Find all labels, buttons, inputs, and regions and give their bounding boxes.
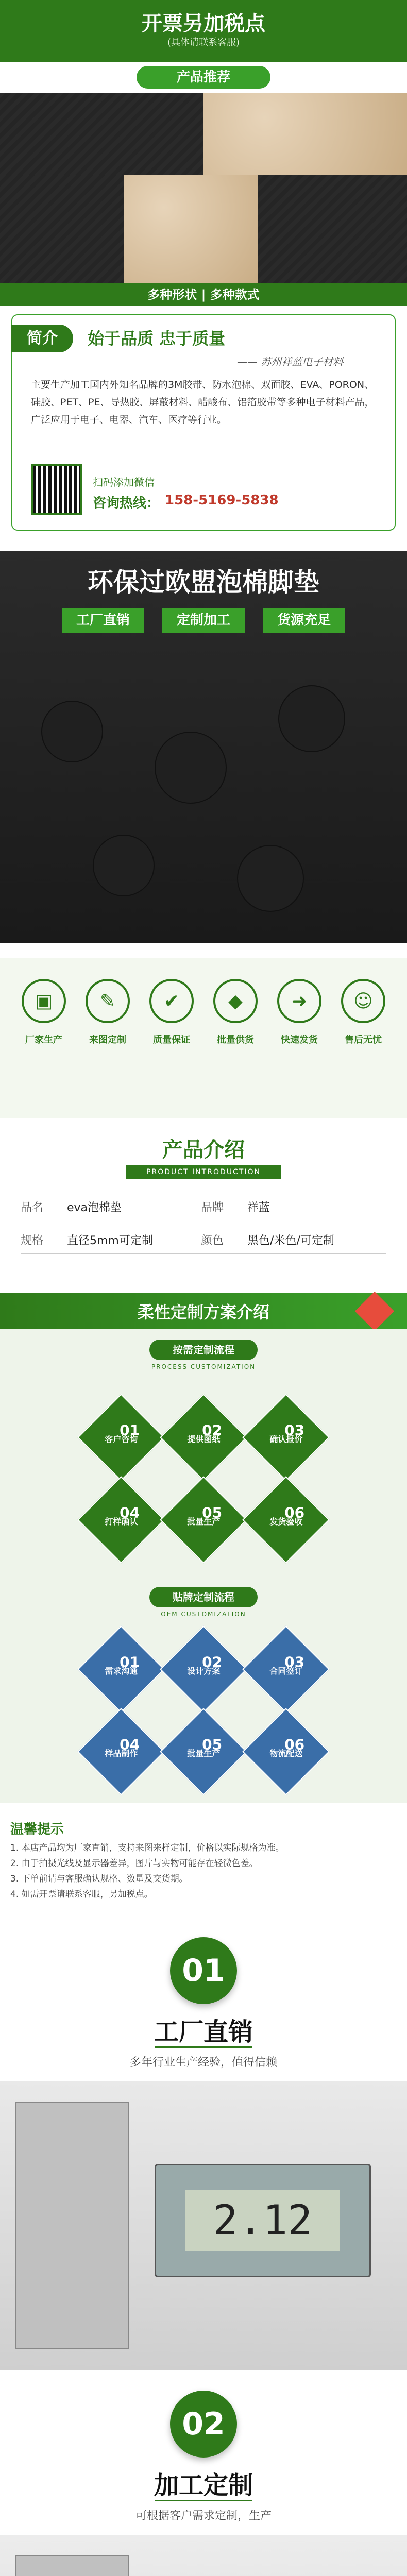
feature-label: 批量供货 [217,1035,254,1045]
intro-body: 主要生产加工国内外知名品牌的3M胶带、防水泡棉、双面胶、EVA、PORON、硅胶、PET、PE、导热胶、屏蔽材料、醋酸布、铝箔胶带等多种电子材料产品，广泛应用于电子、电器、汽车、医疗等行业。 [31,379,375,426]
factory-icon: ▣ [22,979,66,1023]
features-row [15,979,392,1046]
flow2-grid [0,1623,407,1793]
custom-title: 柔性定制方案介绍 [137,1302,269,1322]
intro-slogan: 始于品质 忠于质量 [88,329,226,348]
foam-pad [93,835,155,896]
note-item: 1. 本店产品均为厂家直销，支持来图来样定制，价格以实际规格为准。 [10,1843,284,1853]
flow1-step: 03 确认报价 [242,1394,330,1481]
flow2-step: 02 设计方案 [160,1625,247,1713]
product-image-5 [258,175,407,283]
product-image-1 [0,93,204,175]
spec-key: 规格 [21,1234,44,1247]
banner-subtitle: (具体请联系客服) [167,37,240,48]
product-image-2 [204,93,407,175]
foam-pad [278,685,345,752]
spec-key: 品名 [21,1201,44,1214]
product-image-3 [0,175,124,283]
truck-icon: ➜ [277,979,321,1023]
variety-strip: 多种形状 | 多种款式 [0,283,407,306]
foam-pad [41,701,103,762]
note-item: 2. 由于拍摄光线及显示器差异，图片与实物可能存在轻微色差。 [10,1858,258,1869]
feature-label: 厂家生产 [25,1035,62,1045]
spec-value: 直径5mm可定制 [67,1234,153,1247]
spec-value: eva泡棉垫 [67,1201,122,1214]
flow1-grid [0,1386,407,1571]
wechat-note: 扫码添加微信 [93,476,155,488]
hero-chip-1: 工厂直销 [62,608,144,633]
feature-item [207,979,264,1046]
hotline-label: 咨询热线： [93,496,160,511]
hero-chip-3: 货源充足 [263,608,345,633]
feature-item [79,979,136,1046]
section-subtitle: 可根据客户需求定制，生产 [135,2510,272,2522]
feature-label: 售后无忧 [345,1035,382,1045]
feature-item [335,979,392,1046]
section-title: 工厂直销 [154,2018,253,2046]
spec-table [21,1195,386,1267]
hero-chip-2: 定制加工 [162,608,245,633]
flow2-subtitle: OEM CUSTOMIZATION [161,1611,246,1618]
section-subtitle: 多年行业生产经验，值得信赖 [129,2056,277,2069]
feature-item [15,979,72,1046]
notes-title: 温馨提示 [10,1822,64,1837]
custom-icon: ✎ [86,979,130,1023]
foam-pad [155,732,227,804]
intro-label: 简介 [11,325,73,352]
caliper-reading: 2.12 [185,2190,340,2251]
section-number: 02 [170,2391,237,2458]
hero-title: 环保过欧盟泡棉脚垫 [88,567,319,597]
flow1-step: 01 客户咨询 [77,1394,165,1481]
product-image-4 [124,175,258,283]
section-divider [155,2046,252,2048]
flow1-subtitle: PROCESS CUSTOMIZATION [151,1363,256,1370]
spec-row [21,1195,386,1221]
service-icon: ☺ [341,979,385,1023]
section-divider [155,2500,252,2501]
flow1-step: 02 提供图纸 [160,1394,247,1481]
flow2-step: 06 物流配送 [242,1708,330,1795]
note-item: 4. 如需开票请联系客服，另加税点。 [10,1889,153,1900]
feature-label: 快速发货 [281,1035,318,1045]
flow2-step: 04 样品制作 [77,1708,165,1795]
quality-icon: ✔ [149,979,194,1023]
banner-title: 开票另加税点 [142,12,265,36]
cube-icon: ◆ [213,979,258,1023]
feature-label: 质量保证 [153,1035,190,1045]
spec-key: 品牌 [201,1201,224,1214]
flow1-step: 06 发货验收 [242,1476,330,1564]
flow2-step: 05 批量生产 [160,1708,247,1795]
feature-item [143,979,200,1046]
hotline-number[interactable]: 158-5169-5838 [165,493,279,508]
product-intro-subtitle: PRODUCT INTRODUCTION [126,1165,281,1179]
spec-value: 祥蓝 [247,1201,270,1214]
feature-item [271,979,328,1046]
section-number: 01 [170,1937,237,2004]
note-item: 3. 下单前请与客服确认规格、数量及交货期。 [10,1874,188,1884]
notes-list [10,1840,397,1902]
flow2-step: 03 合同签订 [242,1625,330,1713]
flow1-step: 04 打样确认 [77,1476,165,1564]
flow2-step: 01 需求沟通 [77,1625,165,1713]
flow1-step: 05 批量生产 [160,1476,247,1564]
foam-pad [237,845,304,912]
spec-value: 黑色/米色/可定制 [247,1234,334,1247]
flow2-title: 贴牌定制流程 [149,1587,258,1607]
caliper-body [15,2555,129,2576]
intro-company: —— 苏州祥蓝电子材料 [237,355,344,368]
product-intro-title: 产品介绍 [162,1138,245,1162]
flow1-title: 按需定制流程 [149,1340,258,1360]
spec-key: 颜色 [201,1234,224,1247]
caliper-body [15,2102,129,2349]
wechat-qr [31,464,82,515]
recommend-tag: 产品推荐 [137,66,270,89]
spec-row [21,1228,386,1254]
feature-label: 来图定制 [89,1035,126,1045]
section-title: 加工定制 [154,2471,253,2500]
